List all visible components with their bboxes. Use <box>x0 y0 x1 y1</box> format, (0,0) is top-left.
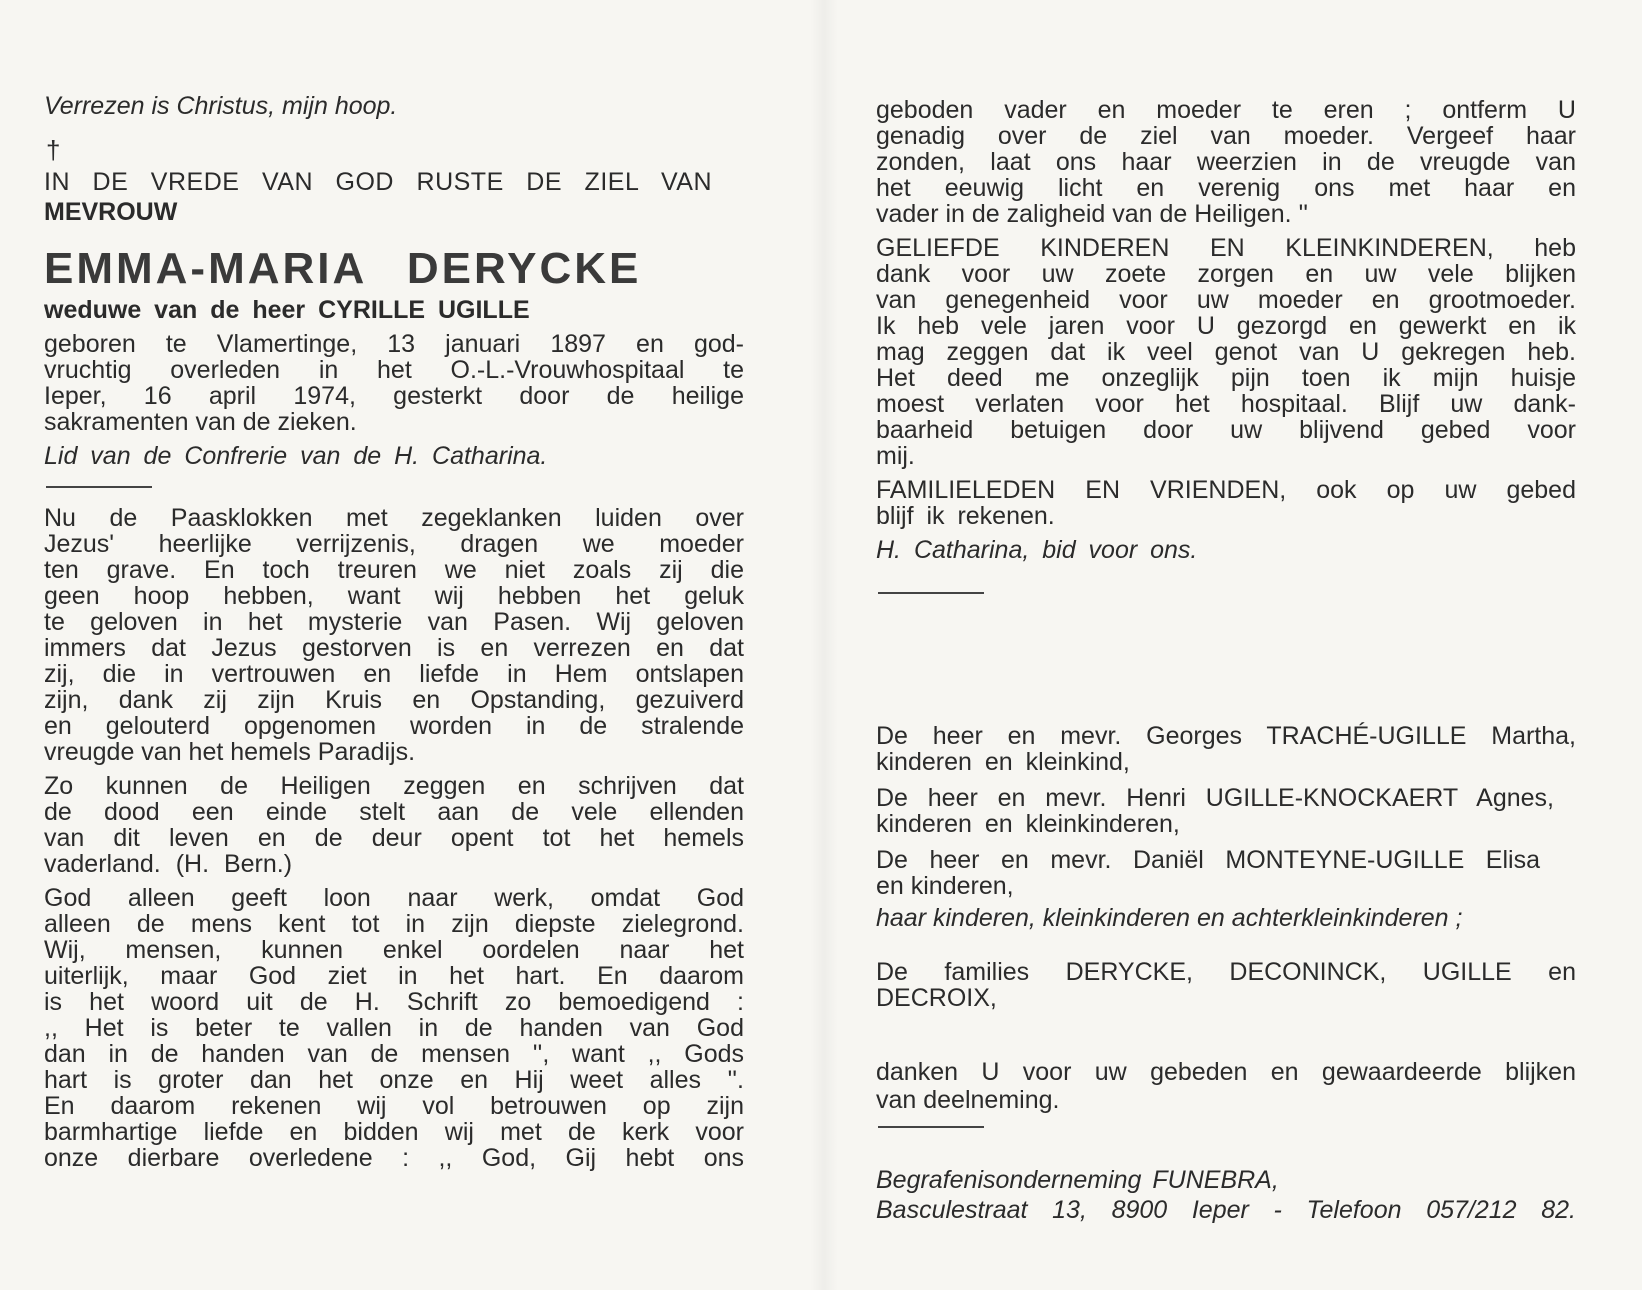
paragraph-line: te geloven in het mysterie van Pasen. Wij geloven <box>44 608 744 636</box>
deceased-name: EMMA-MARIA DERYCKE <box>44 244 642 293</box>
thanks-line: danken U voor uw gebeden en gewaardeerde blijken <box>876 1058 1576 1086</box>
mourner-line: De heer en mevr. Henri UGILLE-KNOCKAERT Agnes, <box>876 784 1554 812</box>
paragraph-line: Wij, mensen, kunnen enkel oordelen naar het <box>44 936 744 964</box>
children-line: baarheid betuigen door uw blijvend gebed voor <box>876 416 1576 444</box>
cross-icon: † <box>46 135 61 165</box>
bio-line: sakramenten van de zieken. <box>44 408 357 436</box>
children-line: mij. <box>876 442 915 470</box>
paragraph-line: ,, Het is beter te vallen in de handen van God <box>44 1014 744 1042</box>
paragraph-line: zij, die in vertrouwen en liefde in Hem ontslapen <box>44 660 744 688</box>
children-line: moest verlaten voor het hospitaal. Blijf uw dank- <box>876 390 1576 418</box>
paragraph-line: ten grave. En toch treuren we niet zoals zij die <box>44 556 744 584</box>
divider <box>878 592 984 594</box>
paragraph-line: de dood een einde stelt aan de vele ellenden <box>44 798 744 826</box>
mourner-line: haar kinderen, kleinkinderen en achterkleinkinderen ; <box>876 904 1463 932</box>
paragraph-line: En daarom rekenen wij vol betrouwen op zijn <box>44 1092 744 1120</box>
thanks-line: van deelneming. <box>876 1086 1060 1114</box>
children-line: dank voor uw zoete zorgen en uw vele blijken <box>876 260 1576 288</box>
divider <box>878 1126 984 1128</box>
mourner-line: kinderen en kleinkind, <box>876 748 1130 776</box>
paragraph-line: hart is groter dan het onze en Hij weet alles ''. <box>44 1066 744 1094</box>
prayer-line: genadig over de ziel van moeder. Vergeef haar <box>876 122 1576 150</box>
paragraph-line: Zo kunnen de Heiligen zeggen en schrijven dat <box>44 772 744 800</box>
prayer-line: geboden vader en moeder te eren ; ontferm U <box>876 96 1576 124</box>
children-line: Ik heb vele jaren voor U gezorgd en gewerkt en ik <box>876 312 1576 340</box>
divider <box>46 486 152 488</box>
paragraph-line: vaderland. (H. Bern.) <box>44 850 293 878</box>
paragraph-line: Jezus' heerlijke verrijzenis, dragen we moeder <box>44 530 744 558</box>
undertaker-line: Begrafenisonderneming FUNEBRA, <box>876 1166 1279 1194</box>
mourner-line: De families DERYCKE, DECONINCK, UGILLE en <box>876 958 1576 986</box>
confrerie-line: Lid van de Confrerie van de H. Catharina. <box>44 442 548 470</box>
paragraph-line: Nu de Paasklokken met zegeklanken luiden over <box>44 504 744 532</box>
children-line: mag zeggen dat ik veel genot van U gekregen heb. <box>876 338 1576 366</box>
mourner-line: DECROIX, <box>876 984 997 1012</box>
motto: Verrezen is Christus, mijn hoop. <box>44 92 398 120</box>
paragraph-line: en gelouterd opgenomen worden in de stralende <box>44 712 744 740</box>
paragraph-line: dan in de handen van de mensen '', want ,, Gods <box>44 1040 744 1068</box>
bio-line: geboren te Vlamertinge, 13 januari 1897 en god- <box>44 330 744 358</box>
children-line: GELIEFDE KINDEREN EN KLEINKINDEREN, heb <box>876 234 1576 262</box>
paragraph-line: immers dat Jezus gestorven is en verrezen en dat <box>44 634 744 662</box>
paragraph-line: barmhartige liefde en bidden wij met de kerk voor <box>44 1118 744 1146</box>
prayer-line: vader in de zaligheid van de Heiligen. '' <box>876 200 1309 228</box>
paragraph-line: van dit leven en de deur opent tot het hemels <box>44 824 744 852</box>
paragraph-line: alleen de mens kent tot in zijn diepste zielegrond. <box>44 910 744 938</box>
paragraph-line: is het woord uit de H. Schrift zo bemoedigend : <box>44 988 744 1016</box>
prayer-line: zonden, laat ons haar weerzien in de vreugde van <box>876 148 1576 176</box>
undertaker-line: Basculestraat 13, 8900 Ieper - Telefoon 057/212 82. <box>876 1196 1576 1224</box>
paragraph-line: God alleen geeft loon naar werk, omdat God <box>44 884 744 912</box>
widow-line: weduwe van de heer CYRILLE UGILLE <box>44 296 530 324</box>
mourner-line: en kinderen, <box>876 872 1014 900</box>
paragraph-line: zijn, dank zij zijn Kruis en Opstanding, gezuiverd <box>44 686 744 714</box>
paragraph-line: geen hoop hebben, want wij hebben het geluk <box>44 582 744 610</box>
intro-line: IN DE VREDE VAN GOD RUSTE DE ZIEL VAN <box>44 168 712 196</box>
mourner-line: De heer en mevr. Georges TRACHÉ-UGILLE Martha, <box>876 722 1576 750</box>
paragraph-line: onze dierbare overledene : ,, God, Gij hebt ons <box>44 1144 744 1172</box>
title-mevrouw: MEVROUW <box>44 198 178 226</box>
prayer-line: het eeuwig licht en verenig ons met haar en <box>876 174 1576 202</box>
paragraph-line: vreugde van het hemels Paradijs. <box>44 738 416 766</box>
bio-line: vruchtig overleden in het O.-L.-Vrouwhospitaal te <box>44 356 744 384</box>
mourner-line: De heer en mevr. Daniël MONTEYNE-UGILLE Elisa <box>876 846 1540 874</box>
paragraph-line: uiterlijk, maar God ziet in het hart. En daarom <box>44 962 744 990</box>
invocation-line: H. Catharina, bid voor ons. <box>876 536 1198 564</box>
family-line: FAMILIELEDEN EN VRIENDEN, ook op uw gebed <box>876 476 1576 504</box>
children-line: van genegenheid voor uw moeder en grootmoeder. <box>876 286 1576 314</box>
family-line: blijf ik rekenen. <box>876 502 1055 530</box>
bio-line: Ieper, 16 april 1974, gesterkt door de heilige <box>44 382 744 410</box>
mourner-line: kinderen en kleinkinderen, <box>876 810 1180 838</box>
children-line: Het deed me onzeglijk pijn toen ik mijn huisje <box>876 364 1576 392</box>
card-fold <box>810 0 838 1290</box>
